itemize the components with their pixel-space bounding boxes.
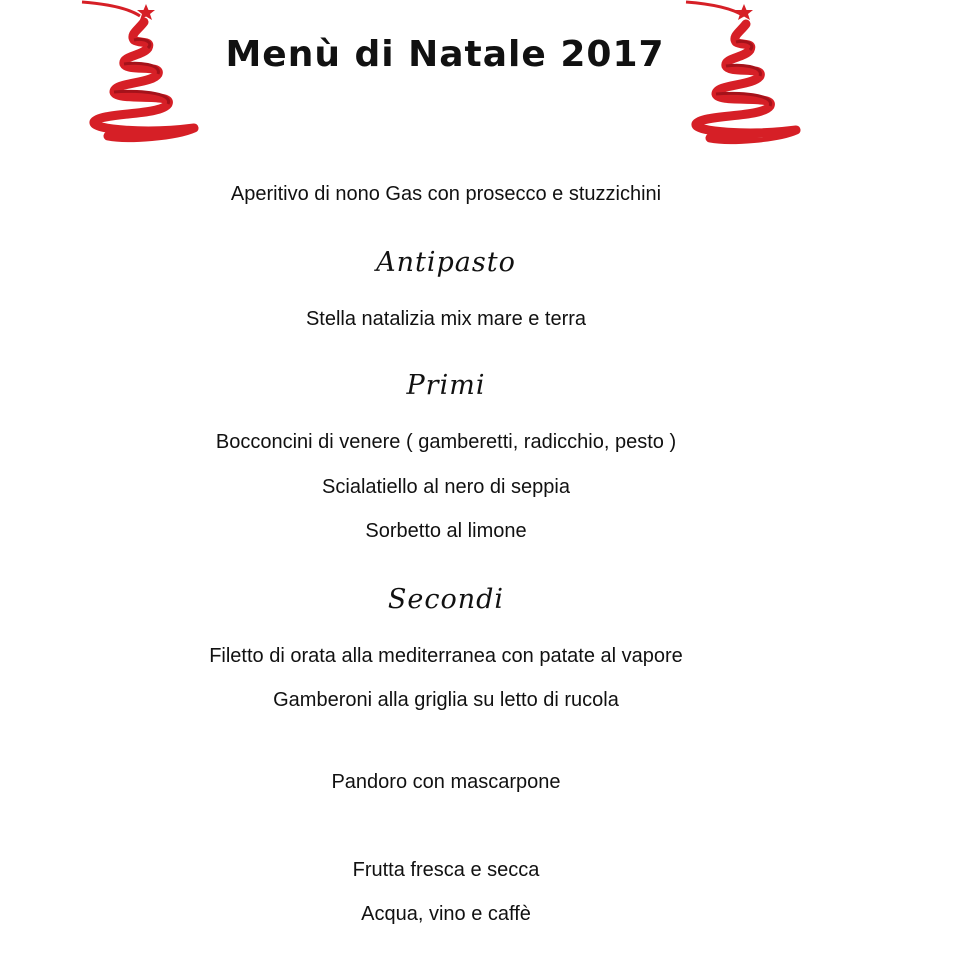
extra-item: Frutta fresca e secca <box>352 859 540 881</box>
menu-item: Sorbetto al limone <box>365 520 527 542</box>
aperitivo-item: Aperitivo di nono Gas con prosecco e stuzzichini <box>230 183 662 205</box>
section-heading-secondi: Secondi <box>387 584 505 615</box>
menu-item: Gamberoni alla griglia su letto di rucola <box>273 689 619 711</box>
menu-item: Filetto di orata alla mediterranea con patate al vapore <box>209 645 683 667</box>
christmas-tree-icon <box>682 0 812 145</box>
menu-item: Stella natalizia mix mare e terra <box>305 308 587 330</box>
dessert-item: Pandoro con mascarpone <box>331 771 561 793</box>
menu-item: Scialatiello al nero di seppia <box>322 476 570 498</box>
menu-title: Menù di Natale 2017 <box>225 34 665 75</box>
extra-item: Acqua, vino e caffè <box>361 903 531 925</box>
section-heading-antipasto: Antipasto <box>376 247 516 278</box>
christmas-tree-icon <box>78 0 208 145</box>
menu-item: Bocconcini di venere ( gamberetti, radicchio, pesto ) <box>215 431 677 453</box>
section-heading-primi: Primi <box>406 370 486 401</box>
